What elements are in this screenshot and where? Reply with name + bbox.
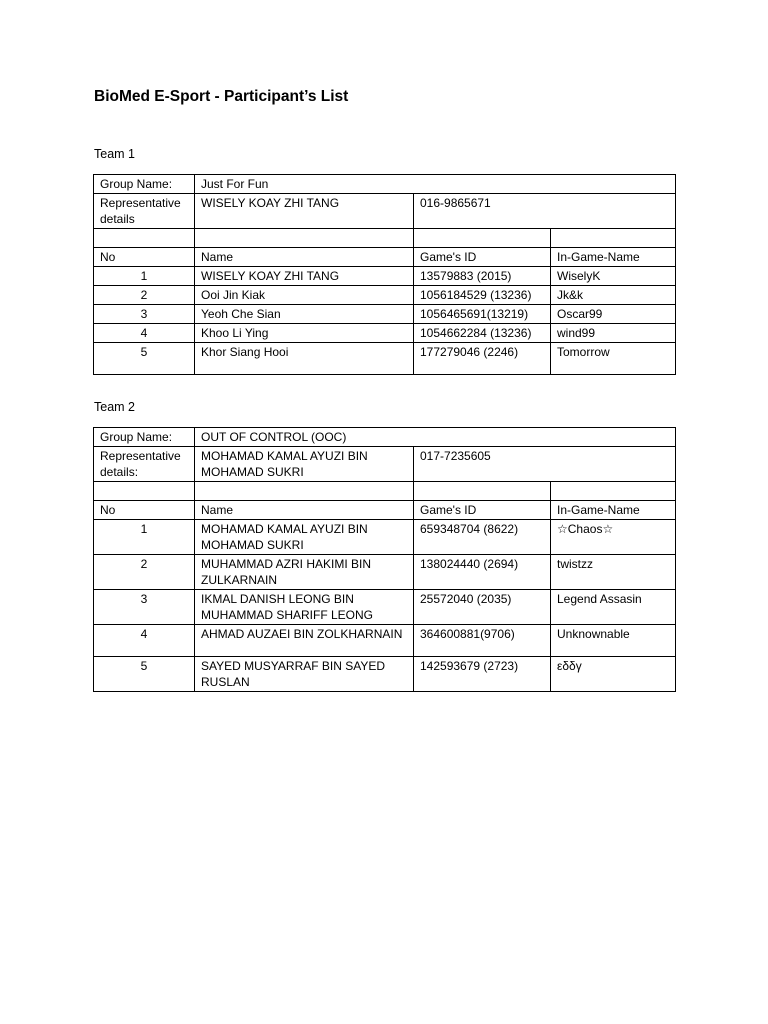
header-in-game-name: In-Game-Name xyxy=(551,501,676,520)
header-row xyxy=(94,501,676,520)
table-row xyxy=(94,625,676,657)
representative-label: Representative details xyxy=(94,194,195,229)
representative-name: WISELY KOAY ZHI TANG xyxy=(195,194,414,229)
table-row xyxy=(94,267,676,286)
table-row xyxy=(94,657,676,692)
team-2-table xyxy=(93,427,676,692)
header-name: Name xyxy=(195,248,414,267)
member-ign: Legend Assasin xyxy=(551,590,676,625)
member-ign: Unknownable xyxy=(551,625,676,657)
table-row xyxy=(94,305,676,324)
member-no: 2 xyxy=(94,555,195,590)
member-ign: Tomorrow xyxy=(551,343,676,375)
member-name: AHMAD AUZAEI BIN ZOLKHARNAIN xyxy=(195,625,414,657)
member-game-id: 13579883 (2015) xyxy=(414,267,551,286)
document-title: BioMed E-Sport - Participant’s List xyxy=(94,88,349,105)
header-game-id: Game's ID xyxy=(414,248,551,267)
member-ign: twistzz xyxy=(551,555,676,590)
spacer-cell xyxy=(414,482,551,501)
member-ign: εδδγ xyxy=(551,657,676,692)
group-name-value: OUT OF CONTROL (OOC) xyxy=(195,428,676,447)
table-row xyxy=(94,286,676,305)
spacer-cell xyxy=(195,229,414,248)
member-game-id: 1056465691(13219) xyxy=(414,305,551,324)
member-no: 1 xyxy=(94,520,195,555)
member-name: Khoo Li Ying xyxy=(195,324,414,343)
member-no: 4 xyxy=(94,324,195,343)
header-in-game-name: In-Game-Name xyxy=(551,248,676,267)
table-row xyxy=(94,590,676,625)
table-row xyxy=(94,520,676,555)
spacer-cell xyxy=(195,482,414,501)
member-name: Yeoh Che Sian xyxy=(195,305,414,324)
member-game-id: 177279046 (2246) xyxy=(414,343,551,375)
member-name: Khor Siang Hooi xyxy=(195,343,414,375)
member-ign: ☆Chaos☆ xyxy=(551,520,676,555)
member-game-id: 1054662284 (13236) xyxy=(414,324,551,343)
representative-name: MOHAMAD KAMAL AYUZI BIN MOHAMAD SUKRI xyxy=(195,447,414,482)
spacer-cell xyxy=(551,229,676,248)
header-row xyxy=(94,248,676,267)
representative-label: Representative details: xyxy=(94,447,195,482)
member-game-id: 142593679 (2723) xyxy=(414,657,551,692)
member-no: 3 xyxy=(94,590,195,625)
spacer-row xyxy=(94,229,676,248)
representative-phone: 016-9865671 xyxy=(414,194,676,229)
team-1-label: Team 1 xyxy=(94,147,135,161)
member-game-id: 659348704 (8622) xyxy=(414,520,551,555)
spacer-cell xyxy=(94,482,195,501)
member-name: WISELY KOAY ZHI TANG xyxy=(195,267,414,286)
member-game-id: 364600881(9706) xyxy=(414,625,551,657)
header-name: Name xyxy=(195,501,414,520)
group-name-label: Group Name: xyxy=(94,428,195,447)
table-row xyxy=(94,343,676,375)
spacer-cell xyxy=(414,229,551,248)
member-game-id: 1056184529 (13236) xyxy=(414,286,551,305)
table-row xyxy=(94,324,676,343)
member-no: 5 xyxy=(94,343,195,375)
member-no: 3 xyxy=(94,305,195,324)
member-ign: Jk&k xyxy=(551,286,676,305)
member-game-id: 138024440 (2694) xyxy=(414,555,551,590)
spacer-row xyxy=(94,482,676,501)
table-row xyxy=(94,555,676,590)
member-ign: Oscar99 xyxy=(551,305,676,324)
header-no: No xyxy=(94,248,195,267)
member-ign: WiselyK xyxy=(551,267,676,286)
member-name: MOHAMAD KAMAL AYUZI BIN MOHAMAD SUKRI xyxy=(195,520,414,555)
member-no: 4 xyxy=(94,625,195,657)
group-name-row xyxy=(94,428,676,447)
team-1-table xyxy=(93,174,676,375)
representative-row xyxy=(94,194,676,229)
member-no: 5 xyxy=(94,657,195,692)
group-name-value: Just For Fun xyxy=(195,175,676,194)
group-name-label: Group Name: xyxy=(94,175,195,194)
member-game-id: 25572040 (2035) xyxy=(414,590,551,625)
member-name: MUHAMMAD AZRI HAKIMI BIN ZULKARNAIN xyxy=(195,555,414,590)
group-name-row xyxy=(94,175,676,194)
member-no: 2 xyxy=(94,286,195,305)
member-name: Ooi Jin Kiak xyxy=(195,286,414,305)
representative-row xyxy=(94,447,676,482)
header-game-id: Game's ID xyxy=(414,501,551,520)
spacer-cell xyxy=(94,229,195,248)
representative-phone: 017-7235605 xyxy=(414,447,676,482)
header-no: No xyxy=(94,501,195,520)
member-no: 1 xyxy=(94,267,195,286)
member-ign: wind99 xyxy=(551,324,676,343)
team-2-label: Team 2 xyxy=(94,400,135,414)
spacer-cell xyxy=(551,482,676,501)
member-name: SAYED MUSYARRAF BIN SAYED RUSLAN xyxy=(195,657,414,692)
member-name: IKMAL DANISH LEONG BIN MUHAMMAD SHARIFF LEONG xyxy=(195,590,414,625)
